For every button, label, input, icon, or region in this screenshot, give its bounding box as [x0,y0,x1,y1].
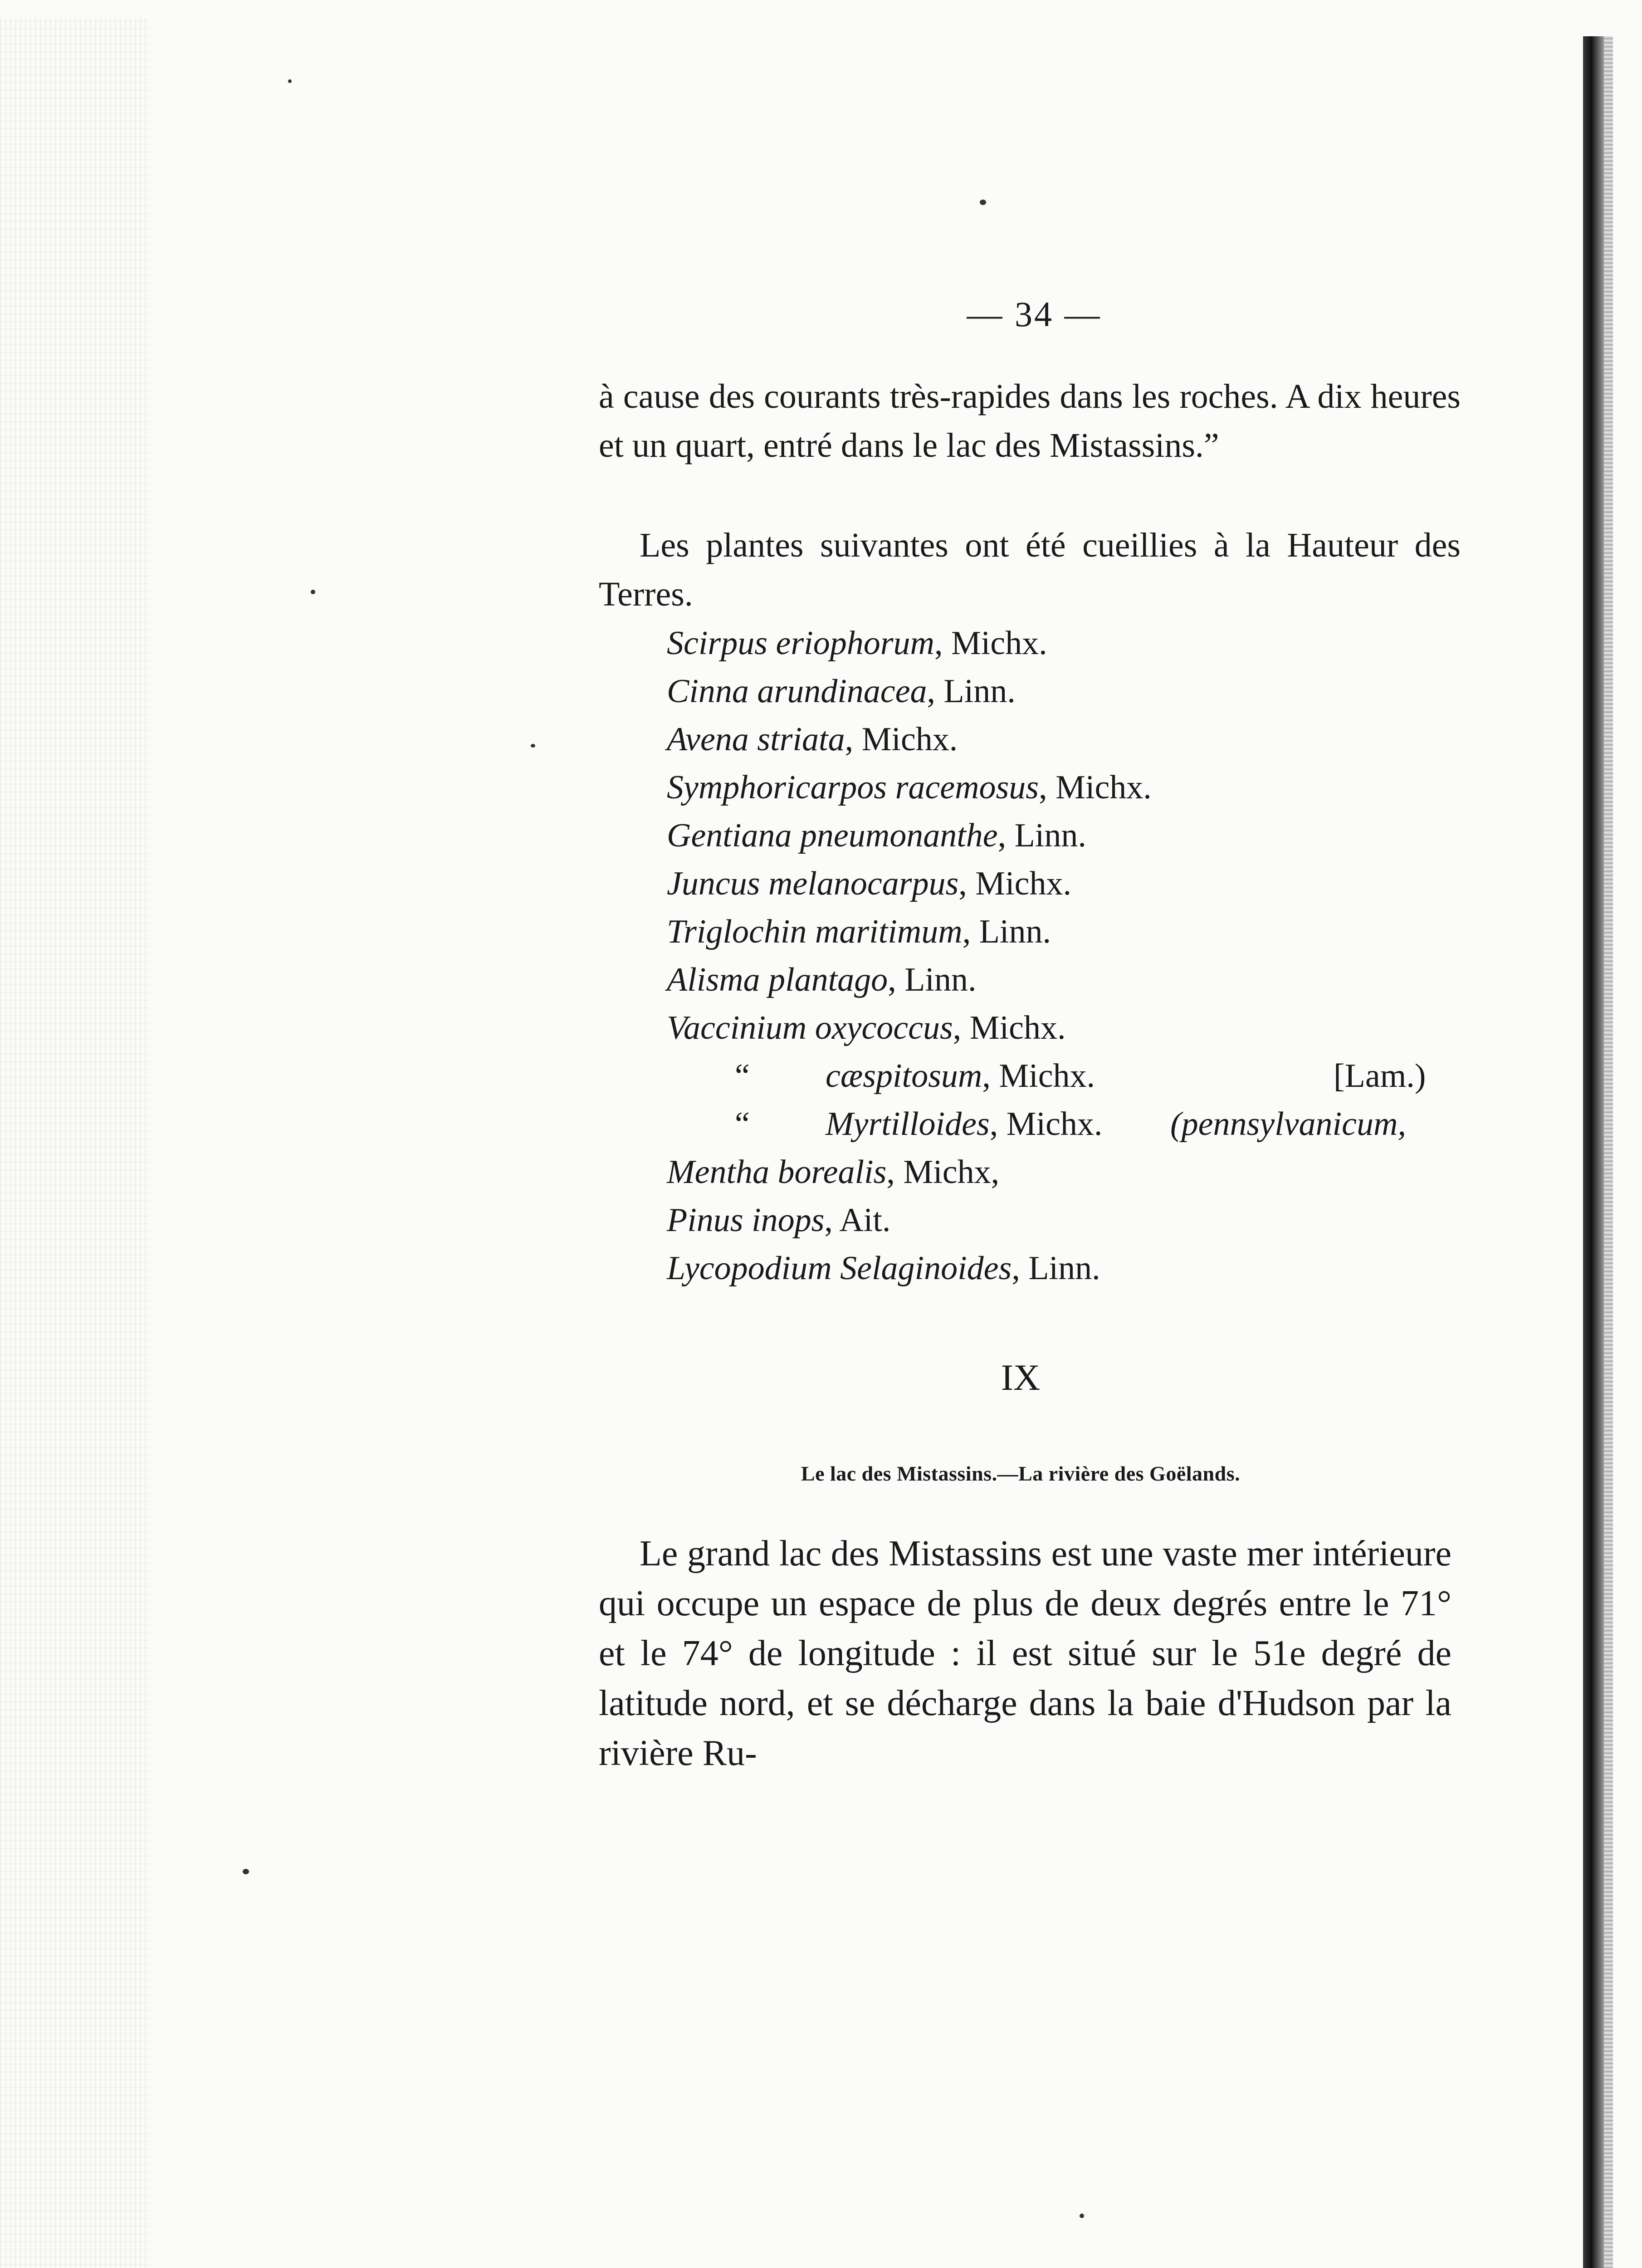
plant-item: Avena striata, Michx. [667,721,958,758]
scan-speck [311,590,315,594]
section-title: Le lac des Mistassins.—La rivière des Goëlands. [801,1462,1241,1485]
paragraph-1-block [599,372,1461,470]
page-number: — 34 — [967,294,1102,334]
ditto-mark: “ [735,1105,750,1143]
plant-note: [Lam.) [1334,1057,1426,1095]
scan-speck [288,79,292,83]
ditto-mark: “ [735,1057,750,1095]
plant-item: Symphoricarpos racemosus, Michx. [667,769,1152,806]
book-spine-edge [1583,36,1604,2268]
plant-item: Mentha borealis, Michx, [667,1154,1000,1191]
scan-speck [1080,2214,1084,2218]
plant-item-ditto: “ Myrtilloides, Michx. (pennsylvanicum, [667,1100,1483,1148]
paragraph-2-block [599,521,1461,619]
plant-list [667,619,1483,1292]
plant-item: Vaccinium oxycoccus, Michx. [667,1009,1066,1046]
scan-speck [531,744,535,748]
paragraph-3-block [599,1529,1451,1778]
paragraph-2: Les plantes suivantes ont été cueillies à la Hauteur des Terres. [599,526,1461,613]
plant-note: (pennsylvanicum, [1170,1105,1406,1143]
section-number: IX [1001,1357,1041,1398]
plant-item: Pinus inops, Ait. [667,1202,891,1239]
scan-left-edge [0,18,150,2268]
plant-item: Scirpus eriophorum, Michx. [667,625,1047,662]
paragraph-3: Le grand lac des Mistassins est une vaste mer intérieure qui occupe un espace de plus de deux degrés entre le 71° et le 74° de longitude : il est situé sur le 51e degré de latitude nord, et se décharge dans la baie d'Hudson par la rivière Ru- [599,1534,1451,1773]
plant-item: Lycopodium Selaginoides, Linn. [667,1250,1100,1287]
scan-speck [243,1869,249,1874]
plant-item: Juncus melanocarpus, Michx. [667,865,1071,902]
plant-item: Alisma plantago, Linn. [667,961,977,998]
scan-speck [980,200,986,205]
plant-item-ditto: “ cæspitosum, Michx. [Lam.) [667,1052,1483,1100]
plant-item: Triglochin maritimum, Linn. [667,913,1051,950]
paragraph-1: à cause des courants très-rapides dans les roches. A dix heures et un quart, entré dans le lac des Mistassins.” [599,377,1461,464]
plant-item: Gentiana pneumonanthe, Linn. [667,817,1086,854]
book-spine-texture [1604,36,1613,2268]
plant-item: Cinna arundinacea, Linn. [667,673,1016,710]
